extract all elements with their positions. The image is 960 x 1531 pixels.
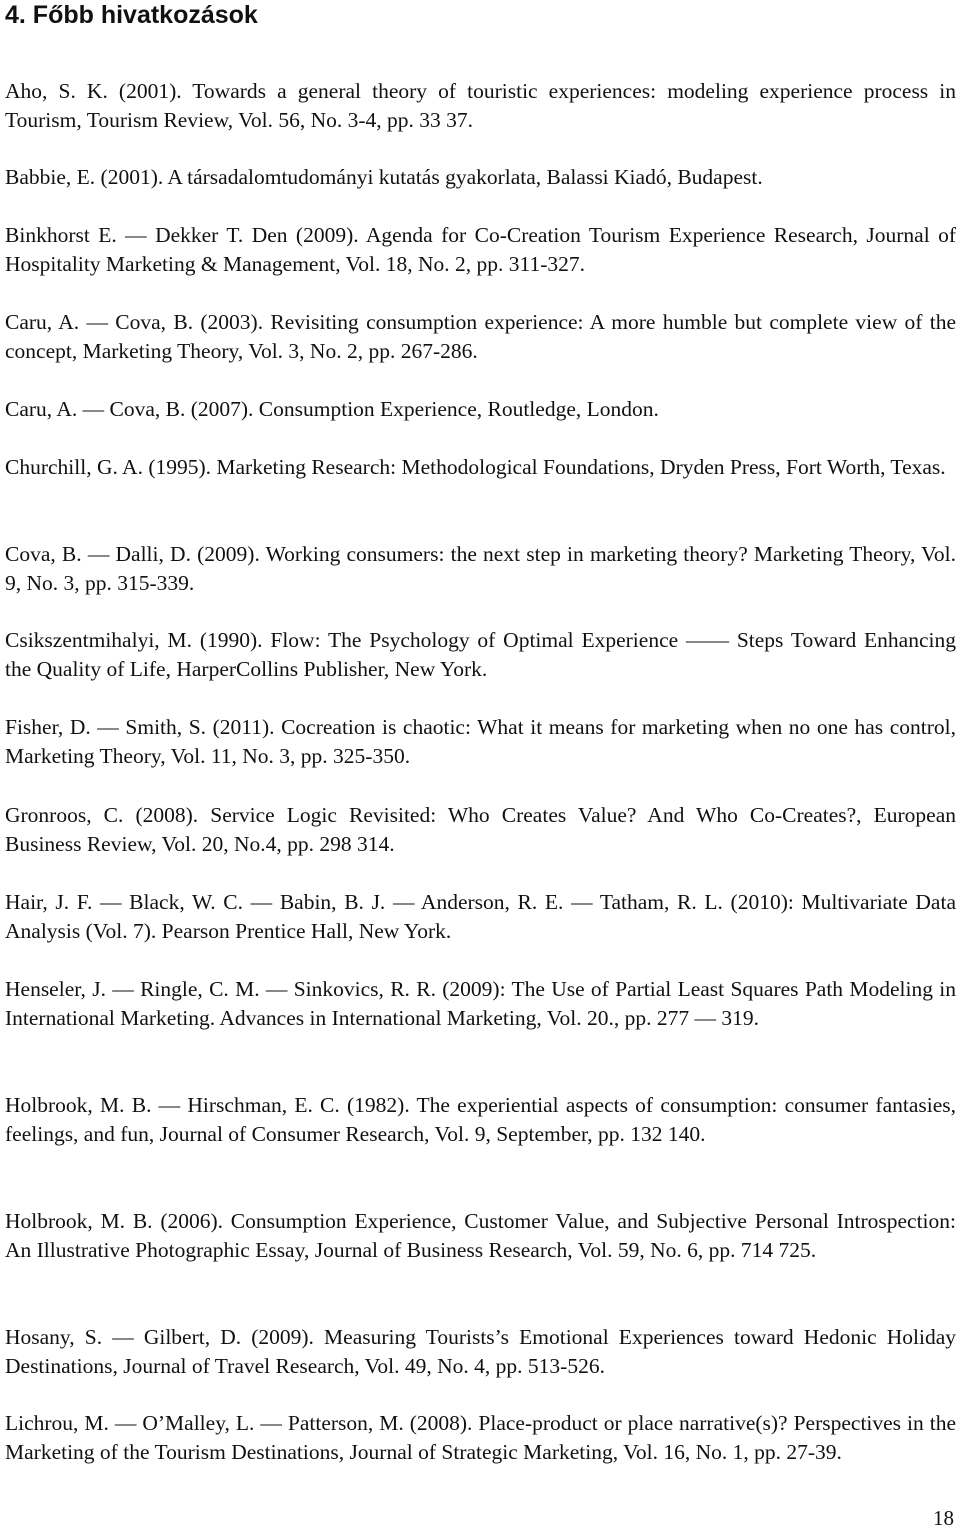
reference-item: Aho, S. K. (2001). Towards a general theory of touristic experiences: modeling experience process in Tourism, Tourism Review, Vol. 56, No. 3-4, pp. 33 37.	[5, 78, 956, 132]
reference-item: Holbrook, M. B. — Hirschman, E. C. (1982). The experiential aspects of consumption: consumer fantasies, feelings, and fun, Journal of Consumer Research, Vol. 9, September, pp. 132 140.	[5, 1092, 956, 1146]
reference-item: Hair, J. F. — Black, W. C. — Babin, B. J. — Anderson, R. E. — Tatham, R. L. (2010): Multivariate Data Analysis (Vol. 7). Pearson Prentice Hall, New York.	[5, 889, 956, 943]
reference-item: Lichrou, M. — O’Malley, L. — Patterson, M. (2008). Place-product or place narrative(s)? Perspectives in the Marketing of the Tourism Destinations, Journal of Strategic Marketing, Vol. 16, No. 1, pp. 27-39.	[5, 1410, 956, 1464]
reference-item: Holbrook, M. B. (2006). Consumption Experience, Customer Value, and Subjective Personal Introspection: An Illustrative Photographic Essay, Journal of Business Research, Vol. 59, No. 6, pp. 714 725.	[5, 1208, 956, 1262]
reference-item: Fisher, D. — Smith, S. (2011). Cocreation is chaotic: What it means for marketing when no one has control, Marketing Theory, Vol. 11, No. 3, pp. 325-350.	[5, 714, 956, 768]
reference-item: Gronroos, C. (2008). Service Logic Revisited: Who Creates Value? And Who Co-Creates?, European Business Review, Vol. 20, No.4, pp. 298 314.	[5, 802, 956, 856]
reference-item: Caru, A. — Cova, B. (2007). Consumption Experience, Routledge, London.	[5, 396, 659, 421]
reference-item: Csikszentmihalyi, M. (1990). Flow: The Psychology of Optimal Experience —— Steps Toward Enhancing the Quality of Life, HarperCollins Publisher, New York.	[5, 627, 956, 681]
reference-item: Churchill, G. A. (1995). Marketing Research: Methodological Foundations, Dryden Press, Fort Worth, Texas.	[5, 454, 946, 479]
reference-item: Binkhorst E. — Dekker T. Den (2009). Agenda for Co-Creation Tourism Experience Research, Journal of Hospitality Marketing & Management, Vol. 18, No. 2, pp. 311-327.	[5, 222, 956, 276]
section-heading: 4. Főbb hivatkozások	[5, 1, 258, 29]
reference-item: Babbie, E. (2001). A társadalomtudományi kutatás gyakorlata, Balassi Kiadó, Budapest.	[5, 164, 763, 189]
reference-item: Caru, A. — Cova, B. (2003). Revisiting consumption experience: A more humble but complete view of the concept, Marketing Theory, Vol. 3, No. 2, pp. 267-286.	[5, 309, 956, 363]
reference-item: Henseler, J. — Ringle, C. M. — Sinkovics, R. R. (2009): The Use of Partial Least Squares Path Modeling in International Marketing. Advances in International Marketing, Vol. 20., pp. 277 — 319.	[5, 976, 956, 1030]
reference-item: Cova, B. — Dalli, D. (2009). Working consumers: the next step in marketing theory? Marketing Theory, Vol. 9, No. 3, pp. 315-339.	[5, 541, 956, 595]
reference-item: Hosany, S. — Gilbert, D. (2009). Measuring Tourists’s Emotional Experiences toward Hedonic Holiday Destinations, Journal of Travel Research, Vol. 49, No. 4, pp. 513-526.	[5, 1324, 956, 1378]
page-number: 18	[933, 1506, 954, 1530]
